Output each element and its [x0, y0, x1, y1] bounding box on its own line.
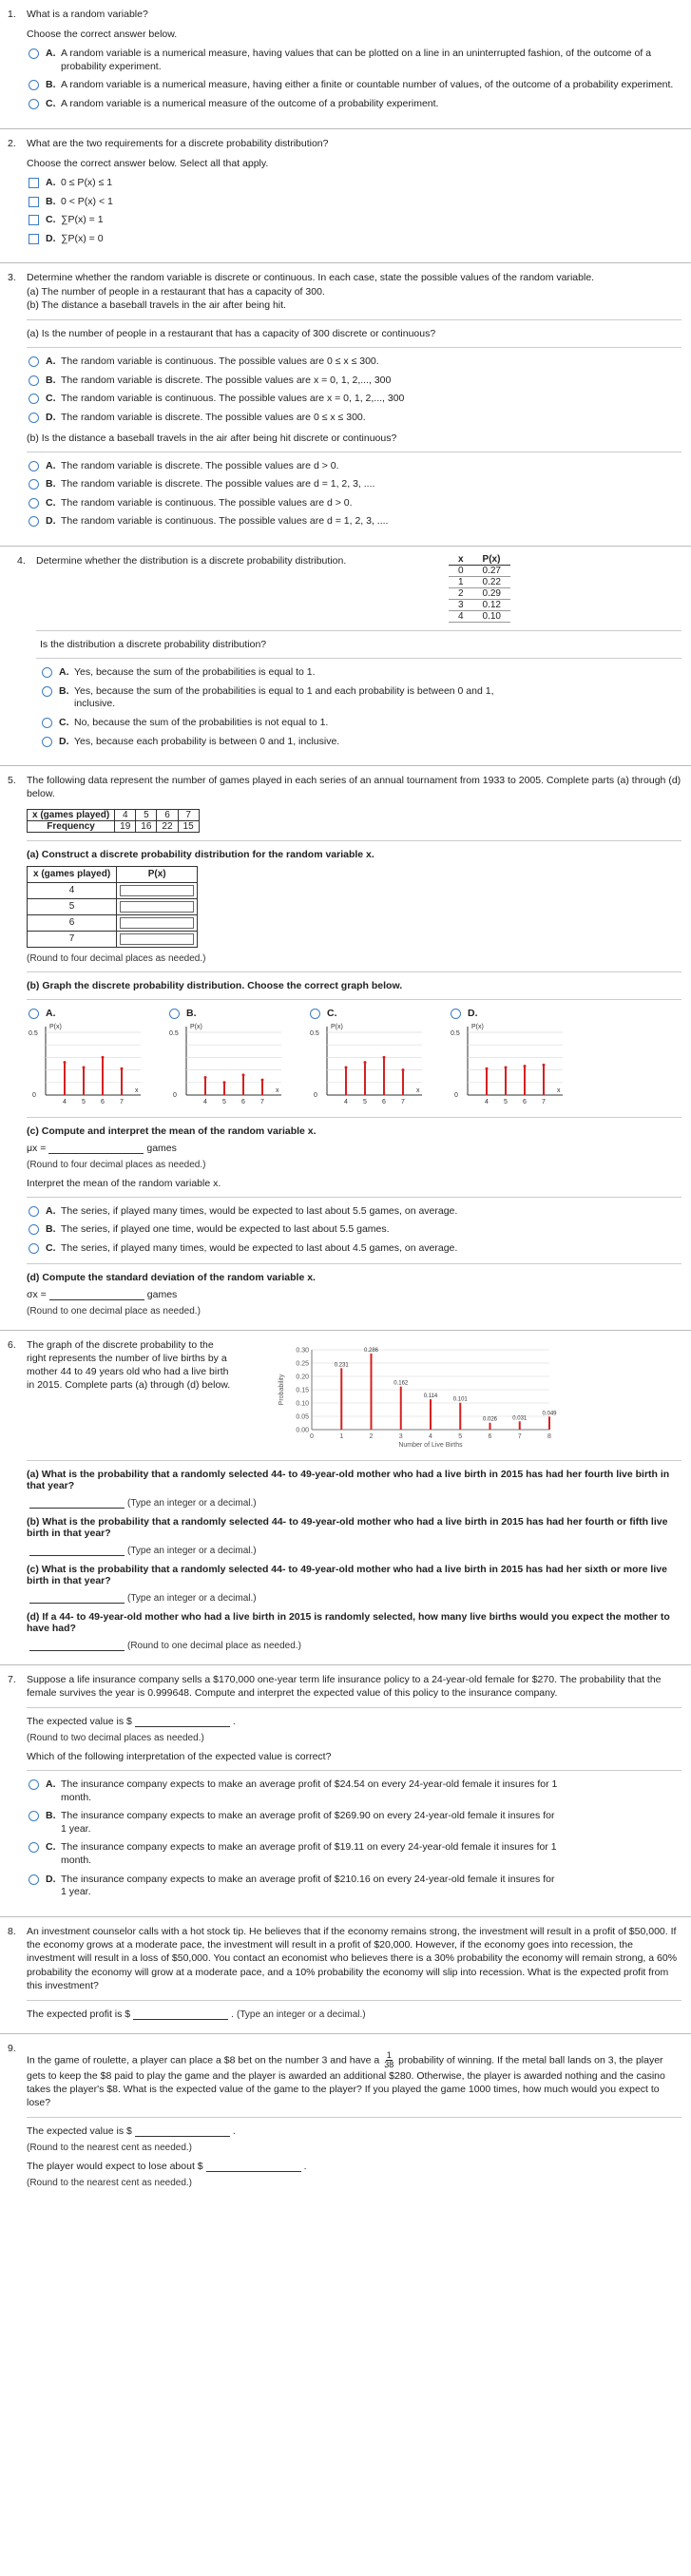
radio-button[interactable] — [29, 1842, 39, 1853]
probability-point — [204, 1076, 207, 1079]
probability-input[interactable] — [120, 933, 194, 945]
radio-button[interactable] — [29, 461, 39, 471]
y-axis-label: P(x) — [49, 1023, 62, 1030]
x-tick-label: 4 — [344, 1098, 348, 1105]
y-tick-label: 0.25 — [296, 1360, 309, 1368]
hint: (Round to the nearest cent as needed.) — [27, 2143, 193, 2154]
y-tick-label: 0 — [173, 1091, 177, 1099]
question-2 — [0, 128, 691, 263]
expected-value-answer: The expected value is $ . — [27, 2125, 236, 2138]
x-tick-label: 4 — [63, 1098, 67, 1105]
probability-point — [543, 1063, 546, 1066]
graph-option-c[interactable] — [310, 1008, 433, 1109]
graph-options — [29, 1008, 681, 1109]
table-row: 1 0.22 — [449, 577, 510, 588]
live-births-chart — [274, 1338, 578, 1452]
option-c[interactable]: C. ∑P(x) = 1 — [29, 214, 681, 227]
option-a[interactable]: A. A random variable is a numerical measure, having values that can be plotted on a line in an uninterrupted fashion, of the outcome of a probability experiment. — [29, 48, 681, 73]
question-text: An investment counselor calls with a hot stock tip. He believes that if the economy remains strong, the investment will result in a profit of $50,000. If the economy grows at a moderate pace, the investment will result in a profit of $20,000. However, if the economy goes into recession, the investment will result in a loss of $50,000. You contact an economist who believes there is a 30% probability the economy will remain strong, a 60% probability the economy will grow at a moderate pace, and a 10% probability the economy will slip into recession. What is the expected profit from this investment? — [27, 1926, 678, 1991]
x-axis-label: x — [416, 1086, 420, 1094]
x-tick-label: 6 — [523, 1098, 527, 1105]
question-text: Determine whether the distribution is a discrete probability distribution. — [36, 555, 347, 567]
x-axis-label: x — [135, 1086, 139, 1094]
x-tick-label: 5 — [363, 1098, 367, 1105]
y-tick-label: 0 — [32, 1091, 36, 1099]
part-b: (b) What is the probability that a randomly selected 44- to 49-year-old mother who had a live birth in 2015 has had her fourth or fifth live birth in that year? — [27, 1515, 668, 1539]
divider — [36, 630, 681, 631]
option-c[interactable]: C. A random variable is a numerical measure of the outcome of a probability experiment. — [29, 98, 681, 111]
probability-input[interactable] — [120, 901, 194, 913]
x-tick-label: 1 — [339, 1432, 344, 1440]
sub-question-b: (b) Is the distance a baseball travels in the air after being hit discrete or continuous? — [27, 432, 397, 444]
table-row: 0 0.27 — [457, 566, 501, 577]
expected-loss-input[interactable] — [206, 2162, 301, 2172]
hint: (Round to four decimal places as needed.) — [27, 1159, 206, 1170]
question-text: Suppose a life insurance company sells a $170,000 one-year term life insurance policy to a 24-year-old female for $270. The probability that the female survives the year is 0.999648. Compute and interpret the expected value of this policy to the insurance company. — [27, 1673, 662, 1699]
option-a[interactable]: A. Yes, because the sum of the probabilities is equal to 1. — [42, 666, 681, 680]
divider — [27, 1770, 681, 1771]
y-axis-label: P(x) — [331, 1023, 343, 1030]
question-text: The graph of the discrete probability to the right represents the number of live births by a mother 44 to 49 years old who had a live birth in 2015. Complete parts (a) through (d) below. — [27, 1338, 231, 1392]
fraction: $\frac{1}{38}$ — [384, 2049, 394, 2069]
probability-point — [64, 1061, 67, 1064]
part-a: (a) Construct a discrete probability distribution for the random variable x. — [27, 848, 374, 860]
question-text: What are the two requirements for a discrete probability distribution? — [27, 137, 329, 149]
data-label: 0.114 — [423, 1393, 438, 1399]
hint: (Round to two decimal places as needed.) — [27, 1732, 204, 1743]
probability-point — [383, 1056, 386, 1059]
checkbox[interactable] — [29, 197, 39, 207]
question-8 — [0, 1916, 691, 2033]
probability-table — [449, 554, 510, 623]
probability-point — [364, 1061, 367, 1064]
x-tick-label: 4 — [429, 1432, 432, 1440]
option-b[interactable]: B. 0 < P(x) < 1 — [29, 196, 681, 209]
table-row: x (games played) P(x) — [28, 866, 198, 882]
question-number: 4. — [17, 555, 26, 567]
option-d[interactable]: D. The random variable is continuous. The possible values are d = 1, 2, 3, .... — [29, 515, 681, 529]
x-tick-label: 7 — [260, 1098, 264, 1105]
question-number: 5. — [8, 775, 16, 787]
radio-button[interactable] — [310, 1009, 320, 1019]
divider — [27, 319, 681, 320]
option-b[interactable]: B. The insurance company expects to make an average profit of $269.90 on every 24-year-old female it insures for 1 year. — [29, 1810, 561, 1836]
graph-svg — [169, 1021, 293, 1106]
option-a[interactable]: A. The random variable is discrete. The possible values are d > 0. — [29, 460, 681, 473]
radio-button[interactable] — [29, 99, 39, 109]
expected-value-answer: The expected value is $ . — [27, 1715, 236, 1727]
divider — [27, 999, 681, 1000]
y-axis-label: P(x) — [471, 1023, 484, 1030]
radio-button[interactable] — [29, 479, 39, 490]
x-tick-label: 5 — [82, 1098, 86, 1105]
probability-point — [83, 1066, 86, 1068]
option-b[interactable]: B. The random variable is discrete. The possible values are x = 0, 1, 2,..., 300 — [29, 375, 681, 388]
graph-svg — [29, 1021, 152, 1106]
divider — [27, 840, 681, 841]
divider — [27, 1117, 681, 1118]
x-tick-label: 0 — [310, 1432, 314, 1440]
x-tick-label: 6 — [382, 1098, 386, 1105]
radio-button[interactable] — [42, 718, 52, 728]
question-9 — [0, 2033, 691, 2202]
answer-input[interactable] — [29, 1498, 125, 1509]
probability-point — [505, 1066, 508, 1068]
option-c[interactable]: C. The series, if played many times, would be expected to last about 4.5 games, on average. — [29, 1242, 681, 1256]
expected-profit-input[interactable] — [133, 2009, 228, 2020]
part-d: (d) If a 44- to 49-year-old mother who had a live birth in 2015 is randomly selected, how many live births would you expect the mother to have had? — [27, 1610, 670, 1634]
question-text: In the game of roulette, a player can place a $8 bet on the number 3 and have a $\frac{1}{38}$ probability of winning. If the metal ball lands on 3, the player gets to keep the $8 paid to play the game and the player is awarded an additional $280. Otherwise, the player is awarded nothing and the casino takes the player's $8. What is the expected value of the game to the player? If you played the game 1000 times, how much would you expect to lose? — [27, 2049, 665, 2109]
x-tick-label: 7 — [120, 1098, 124, 1105]
answer-input[interactable] — [29, 1641, 125, 1651]
x-axis-label: Number of Live Births — [398, 1441, 463, 1449]
question-number: 3. — [8, 272, 16, 284]
graph-svg — [310, 1021, 433, 1106]
interpret-text: Interpret the mean of the random variable x. — [27, 1177, 221, 1189]
radio-button[interactable] — [42, 737, 52, 747]
divider — [27, 1707, 681, 1708]
y-axis-label: P(x) — [190, 1023, 202, 1030]
probability-point — [242, 1073, 245, 1076]
radio-button[interactable] — [42, 686, 52, 697]
radio-button[interactable] — [29, 516, 39, 527]
table-row: 7 — [28, 931, 198, 947]
option-letter: A. — [46, 1007, 56, 1019]
divider — [36, 658, 681, 659]
probability-input[interactable] — [120, 885, 194, 896]
hint: (Round to the nearest cent as needed.) — [27, 2178, 193, 2189]
divider — [27, 971, 681, 972]
sd-input[interactable] — [49, 1290, 144, 1300]
option-d[interactable]: D. The random variable is discrete. The possible values are 0 ≤ x ≤ 300. — [29, 412, 681, 425]
x-tick-label: 4 — [203, 1098, 207, 1105]
data-label: 0.286 — [363, 1347, 379, 1354]
y-tick-label: 0.5 — [29, 1029, 38, 1037]
option-c[interactable]: C. The random variable is continuous. The possible values are x = 0, 1, 2,..., 300 — [29, 393, 681, 406]
radio-button[interactable] — [29, 394, 39, 404]
question-line-a: (a) The number of people in a restaurant that has a capacity of 300. — [27, 285, 325, 298]
checkbox[interactable] — [29, 234, 39, 244]
radio-button[interactable] — [29, 413, 39, 423]
option-a[interactable]: A. The insurance company expects to make an average profit of $24.54 on every 24-year-old female it insures for 1 month. — [29, 1778, 561, 1804]
table-row: 4 — [28, 882, 198, 898]
answer-a: (Type an integer or a decimal.) — [27, 1497, 681, 1509]
radio-button[interactable] — [29, 1206, 39, 1217]
data-label: 0.231 — [334, 1361, 349, 1368]
question-7 — [0, 1664, 691, 1916]
probability-input[interactable] — [120, 917, 194, 929]
radio-button[interactable] — [42, 667, 52, 678]
sub-question: Which of the following interpretation of the expected value is correct? — [27, 1750, 332, 1762]
radio-button[interactable] — [29, 48, 39, 59]
question-text: What is a random variable? — [27, 9, 148, 20]
divider — [27, 1460, 681, 1461]
y-tick-label: 0 — [454, 1091, 458, 1099]
option-d[interactable]: D. ∑P(x) = 0 — [29, 233, 681, 246]
divider — [27, 2117, 681, 2118]
x-tick-label: 5 — [504, 1098, 508, 1105]
option-b[interactable]: B. The series, if played one time, would be expected to last about 5.5 games. — [29, 1223, 681, 1237]
divider — [27, 1197, 681, 1198]
question-5 — [0, 765, 691, 1329]
y-tick-label: 0 — [314, 1091, 317, 1099]
frequency-table — [27, 809, 200, 833]
y-tick-label: 0.00 — [296, 1427, 309, 1434]
table-row: 6 — [28, 914, 198, 931]
expected-value-input[interactable] — [135, 2126, 230, 2137]
option-b[interactable]: B. Yes, because the sum of the probabilities is equal to 1 and each probability is between 0 and 1, inclusive. — [42, 685, 536, 711]
table-row: x (games played) 4 5 6 7 — [28, 809, 200, 820]
probability-point — [524, 1065, 527, 1067]
radio-button[interactable] — [29, 1811, 39, 1821]
part-d: (d) Compute the standard deviation of the random variable x. — [27, 1271, 316, 1283]
graph-option-b[interactable] — [169, 1008, 293, 1109]
expected-value-input[interactable] — [135, 1717, 230, 1727]
answer-b: (Type an integer or a decimal.) — [27, 1545, 681, 1556]
radio-button[interactable] — [29, 1009, 39, 1019]
question-text: Determine whether the random variable is discrete or continuous. In each case, state the possible values of the random variable. — [27, 272, 595, 284]
part-a: (a) What is the probability that a randomly selected 44- to 49-year-old mother who had a live birth in 2015 has had her fourth live birth in that year? — [27, 1468, 670, 1491]
radio-button[interactable] — [169, 1009, 180, 1019]
x-tick-label: 3 — [398, 1432, 403, 1440]
instruction: Choose the correct answer below. — [27, 29, 178, 41]
x-tick-label: 5 — [222, 1098, 226, 1105]
question-number: 8. — [8, 1926, 16, 1938]
x-tick-label: 6 — [241, 1098, 245, 1105]
probability-point — [223, 1081, 226, 1084]
question-number: 9. — [8, 2042, 16, 2054]
y-tick-label: 0.30 — [296, 1347, 309, 1355]
radio-button[interactable] — [29, 1243, 39, 1254]
question-number: 6. — [8, 1338, 16, 1351]
y-tick-label: 0.5 — [169, 1029, 179, 1037]
expected-profit-answer: The expected profit is $ . (Type an integer or a decimal.) — [27, 2008, 366, 2020]
question-text: The following data represent the number of games played in each series of an annual tournament from 1933 to 2005. Complete parts (a) through (d) below. — [27, 775, 681, 800]
option-a[interactable]: A. The random variable is continuous. The possible values are 0 ≤ x ≤ 300. — [29, 356, 681, 369]
probability-point — [486, 1067, 489, 1069]
table-row: 4 0.10 — [449, 611, 510, 623]
x-tick-label: 8 — [547, 1432, 551, 1440]
y-tick-label: 0.5 — [310, 1029, 319, 1037]
option-b[interactable]: B. A random variable is a numerical measure, having either a finite or countable number of values, of the outcome of a probability experiment. — [29, 79, 681, 92]
question-1 — [0, 0, 691, 128]
question-3 — [0, 262, 691, 546]
option-a[interactable]: A. 0 ≤ P(x) ≤ 1 — [29, 177, 681, 190]
expected-loss-answer: The player would expect to lose about $ . — [27, 2161, 307, 2173]
checkbox[interactable] — [29, 215, 39, 225]
data-label: 0.026 — [482, 1416, 498, 1423]
question-number: 2. — [8, 137, 16, 149]
option-c[interactable]: C. No, because the sum of the probabilities is not equal to 1. — [42, 717, 681, 730]
mean-input[interactable] — [48, 1144, 144, 1154]
probability-point — [102, 1056, 105, 1059]
x-tick-label: 5 — [458, 1432, 463, 1440]
x-tick-label: 2 — [369, 1432, 374, 1440]
option-d[interactable]: D. Yes, because each probability is between 0 and 1, inclusive. — [42, 736, 681, 749]
sub-question-a: (a) Is the number of people in a restaurant that has a capacity of 300 discrete or continuous? — [27, 327, 436, 339]
y-tick-label: 0.20 — [296, 1374, 309, 1381]
x-tick-label: 7 — [401, 1098, 405, 1105]
x-axis-label: x — [276, 1086, 279, 1094]
radio-button[interactable] — [29, 80, 39, 90]
sd-answer: σx = games — [27, 1288, 178, 1300]
data-label: 0.049 — [542, 1410, 557, 1416]
question-6 — [0, 1330, 691, 1664]
y-tick-label: 0.10 — [296, 1400, 309, 1408]
radio-button[interactable] — [451, 1009, 461, 1019]
x-tick-label: 7 — [542, 1098, 546, 1105]
probability-point — [345, 1066, 348, 1068]
answer-input[interactable] — [29, 1546, 125, 1556]
y-tick-label: 0.15 — [296, 1387, 309, 1394]
question-4 — [0, 546, 691, 765]
data-label: 0.031 — [512, 1414, 528, 1421]
instruction: Choose the correct answer below. Select all that apply. — [27, 157, 269, 169]
part-c: (c) Compute and interpret the mean of the random variable x. — [27, 1125, 317, 1137]
column-header: x — [449, 554, 473, 566]
hint: (Round to four decimal places as needed.) — [27, 952, 206, 964]
graph-option-a[interactable] — [29, 1008, 152, 1109]
graph-svg — [451, 1021, 574, 1106]
answer-input[interactable] — [29, 1593, 125, 1604]
x-tick-label: 7 — [517, 1432, 522, 1440]
data-label: 0.162 — [393, 1380, 409, 1387]
probability-point — [402, 1068, 405, 1071]
x-tick-label: 6 — [488, 1432, 492, 1440]
part-b: (b) Graph the discrete probability distribution. Choose the correct graph below. — [27, 979, 403, 991]
hint: (Round to one decimal place as needed.) — [27, 1305, 201, 1317]
radio-button[interactable] — [29, 356, 39, 367]
radio-button[interactable] — [29, 1779, 39, 1790]
option-letter: C. — [327, 1007, 337, 1019]
table-row: 3 0.12 — [449, 600, 510, 611]
data-label: 0.101 — [452, 1396, 468, 1403]
x-axis-label: x — [557, 1086, 561, 1094]
radio-button[interactable] — [29, 498, 39, 509]
question-line-b: (b) The distance a baseball travels in the air after being hit. — [27, 298, 286, 311]
x-tick-label: 4 — [485, 1098, 489, 1105]
checkbox[interactable] — [29, 178, 39, 188]
y-tick-label: 0.5 — [451, 1029, 460, 1037]
y-tick-label: 0.05 — [296, 1413, 309, 1421]
divider — [27, 1263, 681, 1264]
option-letter: D. — [468, 1007, 478, 1019]
divider — [27, 2000, 681, 2001]
distribution-table — [27, 866, 198, 948]
option-c[interactable]: C. The insurance company expects to make an average profit of $19.11 on every 24-year-old female it insures for 1 month. — [29, 1841, 561, 1867]
answer-d: (Round to one decimal place as needed.) — [27, 1640, 681, 1651]
option-letter: B. — [186, 1007, 197, 1019]
option-c[interactable]: C. The random variable is continuous. The possible values are d > 0. — [29, 497, 681, 510]
graph-option-d[interactable] — [451, 1008, 574, 1109]
sub-question: Is the distribution a discrete probability distribution? — [40, 639, 267, 651]
column-header: P(x) — [473, 554, 510, 566]
y-axis-label: Probability — [278, 1374, 285, 1405]
divider — [27, 347, 681, 348]
probability-point — [121, 1067, 124, 1069]
radio-button[interactable] — [29, 1874, 39, 1885]
x-tick-label: 6 — [101, 1098, 105, 1105]
mean-answer: μx = games — [27, 1142, 177, 1154]
option-b[interactable]: B. The random variable is discrete. The possible values are d = 1, 2, 3, .... — [29, 478, 681, 491]
table-row: Frequency 19 16 22 15 — [28, 820, 200, 832]
question-number: 7. — [8, 1673, 16, 1685]
probability-point — [261, 1078, 264, 1081]
part-c: (c) What is the probability that a randomly selected 44- to 49-year-old mother who had a live birth in 2015 has had her sixth or more live birth in that year? — [27, 1563, 667, 1586]
answer-c: (Type an integer or a decimal.) — [27, 1592, 681, 1604]
table-row: 5 — [28, 898, 198, 914]
option-d[interactable]: D. The insurance company expects to make an average profit of $210.16 on every 24-year-old female it insures for 1 year. — [29, 1874, 561, 1899]
radio-button[interactable] — [29, 375, 39, 386]
radio-button[interactable] — [29, 1224, 39, 1235]
table-row: 2 0.29 — [449, 588, 510, 600]
question-number: 1. — [8, 9, 16, 20]
option-a[interactable]: A. The series, if played many times, would be expected to last about 5.5 games, on average. — [29, 1205, 681, 1219]
